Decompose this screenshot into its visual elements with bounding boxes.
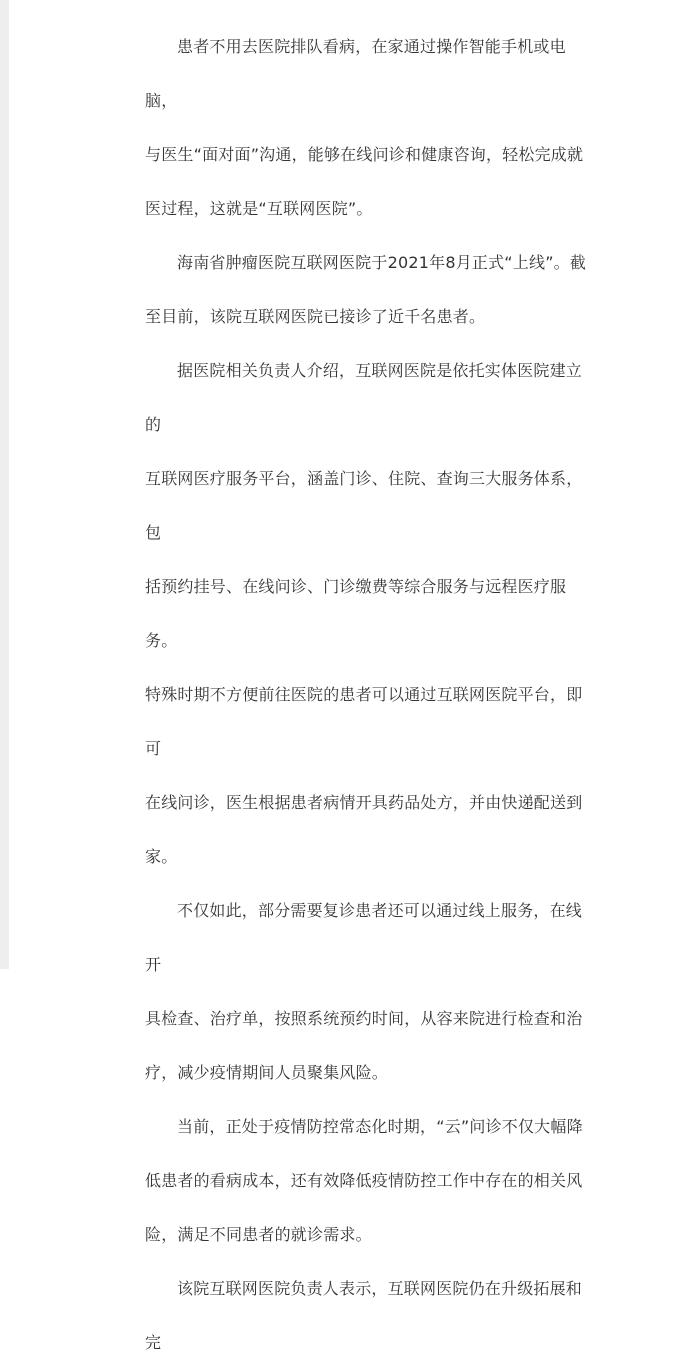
left-margin-strip: [0, 0, 9, 969]
paragraph-intro: 患者不用去医院排队看病，在家通过操作智能手机或电脑， 与医生“面对面”沟通，能够在线问诊和健康咨询，轻松完成就 医过程，这就是“互联网医院”。: [145, 37, 584, 218]
paragraph-followup: 不仅如此，部分需要复诊患者还可以通过线上服务，在线开 具检查、治疗单，按照系统预约时间，从容来院进行检查和治 疗，减少疫情期间人员聚集风险。: [145, 901, 583, 1082]
paragraph-launch: 海南省肿瘤医院互联网医院于2021年8月正式“上线”。截 至目前，该院互联网医院已接诊了近千名患者。: [145, 253, 587, 326]
paragraph-pandemic: 当前，正处于疫情防控常态化时期，“云”问诊不仅大幅降 低患者的看病成本，还有效降低疫情防控工作中存在的相关风 险，满足不同患者的就诊需求。: [145, 1117, 583, 1244]
paragraph-services: 据医院相关负责人介绍，互联网医院是依托实体医院建立的 互联网医疗服务平台，涵盖门诊、住院、查询三大服务体系，包 括预约挂号、在线问诊、门诊缴费等综合服务与远程医疗服务。 特殊时期不方便前往医院的患者可以通过互联网医院平台，即可 在线问诊，医生根据患者病情开具药品处方，并由快递配送到 家。: [145, 361, 583, 866]
article-body: [145, 20, 597, 1370]
paragraph-outlook: 该院互联网医院负责人表示，互联网医院仍在升级拓展和完: [145, 1279, 583, 1352]
